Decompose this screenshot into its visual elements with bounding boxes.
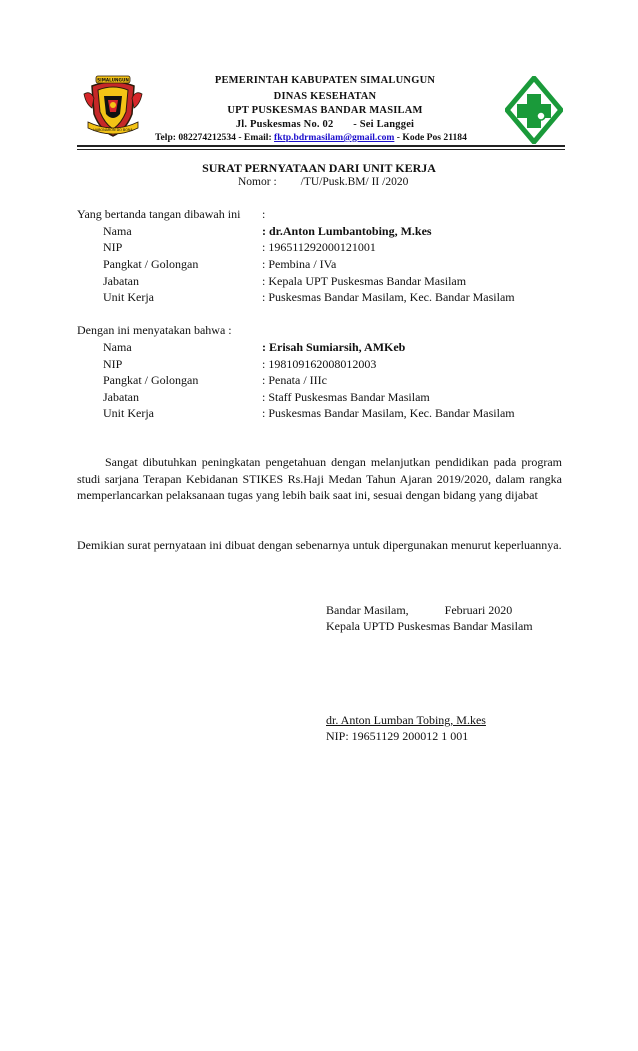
- subject-unit-value: : Puskesmas Bandar Masilam, Kec. Bandar Masilam: [262, 406, 515, 420]
- letterhead-address: Jl. Puskesmas No. 02 - Sei Langgei: [235, 119, 415, 130]
- subject-rank-value: : Penata / IIIc: [262, 373, 327, 387]
- letterhead-divider: [77, 145, 565, 147]
- signature-nip: NIP: 19651129 200012 1 001: [326, 729, 469, 743]
- signature-position: Kepala UPTD Puskesmas Bandar Masilam: [326, 619, 533, 633]
- crest-banner-text: SIMALUNGUN: [97, 77, 129, 83]
- document-title: SURAT PERNYATAAN DARI UNIT KERJA: [202, 161, 436, 175]
- letterhead-email-link[interactable]: fktp.bdrmasilam@gmail.com: [274, 132, 395, 143]
- signature-place-date: [326, 603, 512, 618]
- letterhead-institution: UPT PUSKESMAS BANDAR MASILAM: [227, 105, 423, 116]
- subject-nip-value: : 198109162008012003: [262, 357, 377, 371]
- subject-position-label: Jabatan: [103, 390, 139, 404]
- subject-name-label: Nama: [103, 340, 132, 354]
- signature-place: Bandar Masilam,: [326, 603, 409, 617]
- signer-nip-value: : 196511292000121001: [262, 240, 376, 254]
- document-number: [238, 176, 408, 188]
- signature-date: Februari 2020: [444, 603, 513, 617]
- crest-motto-text: HABONARON DO BONA: [93, 128, 133, 132]
- signer-rank-label: Pangkat / Golongan: [103, 257, 199, 271]
- letterhead-postcode: - Kode Pos 21184: [396, 132, 467, 143]
- signer-intro-colon: :: [262, 207, 266, 221]
- signer-name-label: Nama: [103, 224, 132, 238]
- letterhead-phone: Telp: 082274212534 - Email:: [155, 132, 272, 143]
- subject-position-value: : Staff Puskesmas Bandar Masilam: [262, 390, 430, 404]
- body-paragraph-purpose: Sangat dibutuhkan peningkatan pengetahuan dengan melanjutkan pendidikan pada program studi sarjana Terapan Kebidanan STIKES Rs.Haji Medan Tahun Ajaran 2019/2020, dalam rangka memperlancarkan pelaksanaan tugas yang lebih baik saat ini, sesuai dengan bidang yang dijabat: [77, 455, 562, 502]
- subject-intro: Dengan ini menyatakan bahwa :: [77, 323, 232, 337]
- signature-name: dr. Anton Lumban Tobing, M.kes: [326, 713, 486, 727]
- signer-nip-label: NIP: [103, 240, 123, 254]
- body-paragraph-closing: Demikian surat pernyataan ini dibuat dengan sebenarnya untuk dipergunakan menurut keperluannya.: [77, 538, 562, 552]
- signer-intro: Yang bertanda tangan dibawah ini: [77, 207, 241, 221]
- subject-nip-label: NIP: [103, 357, 123, 371]
- signer-position-value: : Kepala UPT Puskesmas Bandar Masilam: [262, 274, 467, 288]
- signer-unit-label: Unit Kerja: [103, 290, 154, 304]
- letterhead-contact: [155, 132, 467, 143]
- document-number-label: Nomor :: [238, 176, 277, 188]
- document-number-value: /TU/Pusk.BM/ II /2020: [300, 176, 409, 188]
- simalungun-regency-crest-icon: [82, 74, 144, 140]
- signer-unit-value: : Puskesmas Bandar Masilam, Kec. Bandar Masilam: [262, 290, 515, 304]
- subject-name-value: : Erisah Sumiarsih, AMKeb: [262, 340, 406, 354]
- signer-name-value: : dr.Anton Lumbantobing, M.kes: [262, 224, 432, 238]
- signer-position-label: Jabatan: [103, 274, 139, 288]
- letterhead-department: DINAS KESEHATAN: [273, 91, 377, 102]
- puskesmas-green-cross-icon: [505, 76, 563, 144]
- subject-unit-label: Unit Kerja: [103, 406, 154, 420]
- subject-rank-label: Pangkat / Golongan: [103, 373, 199, 387]
- signer-rank-value: : Pembina / IVa: [262, 257, 337, 271]
- letterhead-government: PEMERINTAH KABUPATEN SIMALUNGUN: [214, 75, 436, 86]
- letterhead-divider-thin: [77, 149, 565, 150]
